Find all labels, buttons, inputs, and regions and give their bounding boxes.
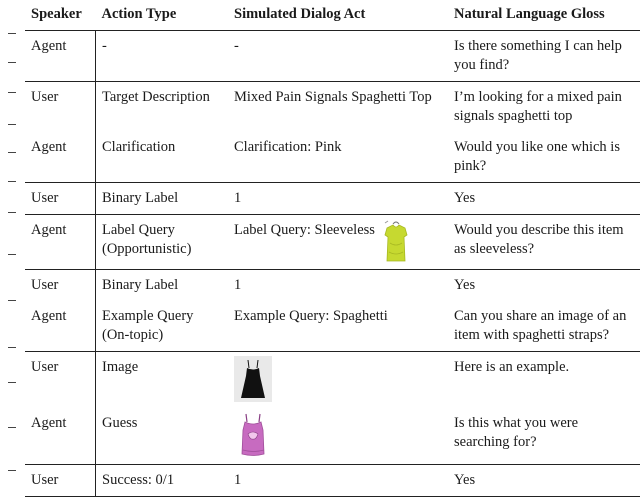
- cell-speaker: Agent: [25, 301, 96, 352]
- table-row: [25, 132, 640, 183]
- cell-speaker: User: [25, 465, 96, 497]
- table-row: [25, 408, 640, 465]
- cell-gloss: Here is an example.: [448, 352, 640, 409]
- cell-action: Example Query (On-topic): [102, 308, 194, 343]
- cell-action: Label Query (Opportunistic): [96, 215, 229, 270]
- pink-spaghetti-top-image: [234, 412, 272, 458]
- yellow-sleeveless-top-image: [379, 219, 413, 263]
- table-row: [25, 215, 640, 270]
- table-row: [25, 270, 640, 302]
- cell-act: 1: [228, 183, 448, 215]
- cell-act: 1: [228, 270, 448, 302]
- header-speaker: Speaker: [25, 0, 96, 31]
- header-action-type: Action Type: [96, 0, 229, 31]
- page-edge-marks: [0, 0, 20, 502]
- cell-act: [228, 408, 448, 465]
- table-row: [25, 301, 640, 352]
- black-spaghetti-dress-image: [234, 356, 272, 402]
- cell-gloss: Yes: [448, 183, 640, 215]
- cell-act-text: Label Query: Sleeveless: [234, 222, 375, 238]
- cell-action: Success: 0/1: [96, 465, 229, 497]
- cell-speaker: User: [25, 82, 96, 133]
- cell-gloss: Is there something I can help you find?: [454, 38, 622, 73]
- cell-act: Mixed Pain Signals Spaghetti Top: [228, 82, 448, 133]
- cell-action: Binary Label: [96, 183, 229, 215]
- table-row: [25, 31, 640, 82]
- cell-speaker: User: [25, 352, 96, 409]
- header-dialog-act: Simulated Dialog Act: [228, 0, 448, 31]
- cell-act: [228, 215, 448, 270]
- cell-action: -: [102, 38, 107, 54]
- header-gloss: Natural Language Gloss: [448, 0, 640, 31]
- cell-gloss: I’m looking for a mixed pain signals spaghetti top: [448, 82, 640, 133]
- cell-speaker: Agent: [25, 408, 96, 465]
- table-row: [25, 82, 640, 133]
- cell-action: Target Description: [96, 82, 229, 133]
- cell-gloss: Is this what you were searching for?: [454, 415, 579, 450]
- cell-gloss: Would you like one which is pink?: [454, 139, 620, 174]
- cell-speaker: User: [25, 270, 96, 302]
- cell-action: Binary Label: [96, 270, 229, 302]
- cell-gloss: Yes: [448, 465, 640, 497]
- cell-action: Clarification: [102, 139, 176, 155]
- cell-speaker: Agent: [25, 215, 96, 270]
- cell-speaker: User: [25, 183, 96, 215]
- cell-act: -: [234, 38, 239, 54]
- table-row: [25, 465, 640, 497]
- cell-action: Image: [96, 352, 229, 409]
- table-row: [25, 352, 640, 409]
- header-row: [25, 0, 640, 31]
- cell-speaker: Agent: [25, 31, 96, 82]
- dialog-table: [25, 0, 640, 497]
- cell-gloss: Yes: [448, 270, 640, 302]
- cell-action: Guess: [102, 415, 138, 431]
- cell-act: [228, 352, 448, 409]
- cell-act: Example Query: Spaghetti: [234, 308, 388, 324]
- cell-gloss: Would you describe this item as sleeveless?: [448, 215, 640, 270]
- table-row: [25, 183, 640, 215]
- cell-act: 1: [228, 465, 448, 497]
- cell-gloss: Can you share an image of an item with spaghetti straps?: [454, 308, 627, 343]
- cell-speaker: Agent: [25, 132, 96, 183]
- cell-act: Clarification: Pink: [234, 139, 342, 155]
